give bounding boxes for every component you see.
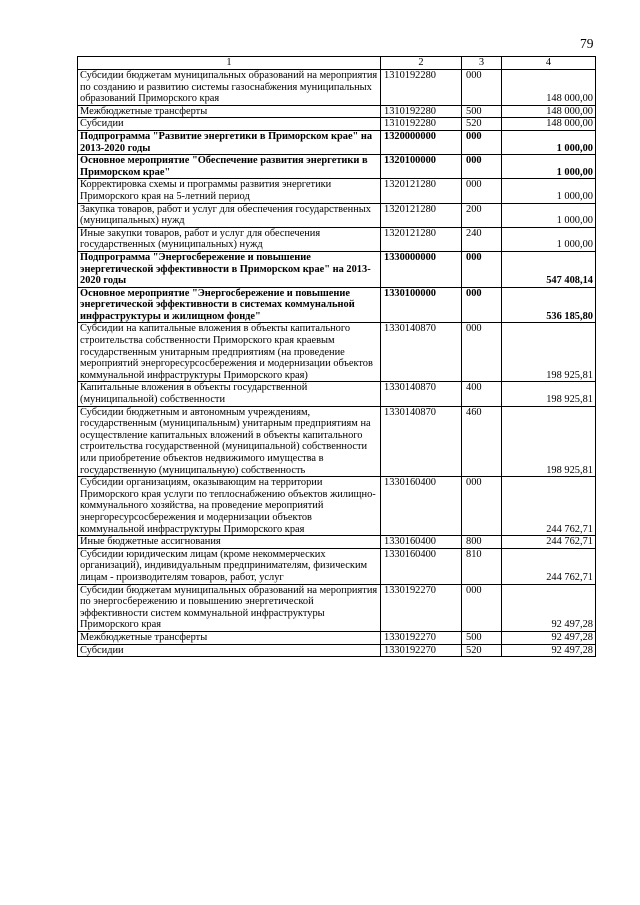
row-expense-type-cell: 500: [462, 631, 502, 644]
row-name-cell: Подпрограмма "Энергосбережение и повышение энергетической эффективности в Приморском крае" на 2013-2020 годы: [78, 251, 381, 287]
row-name-cell: Корректировка схемы и программы развития энергетики Приморского края на 5-летний период: [78, 179, 381, 203]
row-amount-cell: 92 497,28: [502, 631, 596, 644]
row-expense-type-cell: 000: [462, 155, 502, 179]
row-code-cell: 1320121280: [381, 179, 462, 203]
row-amount-cell: 244 762,71: [502, 477, 596, 536]
header-col-4: 4: [502, 57, 596, 70]
row-code-cell: 1320121280: [381, 203, 462, 227]
row-amount-cell: 1 000,00: [502, 130, 596, 154]
row-name-cell: Основное мероприятие "Обеспечение развития энергетики в Приморском крае": [78, 155, 381, 179]
row-amount-cell: 1 000,00: [502, 227, 596, 251]
row-code-cell: 1310192280: [381, 105, 462, 118]
row-name-cell: Межбюджетные трансферты: [78, 631, 381, 644]
table-row: [78, 323, 596, 382]
row-name-cell: Закупка товаров, работ и услуг для обеспечения государственных (муниципальных) нужд: [78, 203, 381, 227]
table-row: [78, 203, 596, 227]
row-name-cell: Субсидии бюджетам муниципальных образований на мероприятия по энергосбережению и повышению энергетической эффективности систем коммунальной инфраструктуры Приморского края: [78, 584, 381, 631]
row-expense-type-cell: 400: [462, 382, 502, 406]
row-code-cell: 1330160400: [381, 536, 462, 549]
table-row: [78, 406, 596, 477]
row-code-cell: 1330192270: [381, 584, 462, 631]
row-expense-type-cell: 500: [462, 105, 502, 118]
row-name-cell: Капитальные вложения в объекты государственной (муниципальной) собственности: [78, 382, 381, 406]
row-code-cell: 1330192270: [381, 644, 462, 657]
table-row: [78, 584, 596, 631]
row-expense-type-cell: 810: [462, 548, 502, 584]
row-expense-type-cell: 000: [462, 584, 502, 631]
table-row: [78, 105, 596, 118]
row-expense-type-cell: 200: [462, 203, 502, 227]
row-code-cell: 1330100000: [381, 287, 462, 323]
row-expense-type-cell: 000: [462, 323, 502, 382]
row-code-cell: 1320000000: [381, 130, 462, 154]
row-code-cell: 1330140870: [381, 382, 462, 406]
row-code-cell: 1320100000: [381, 155, 462, 179]
row-expense-type-cell: 000: [462, 251, 502, 287]
row-amount-cell: 148 000,00: [502, 70, 596, 106]
row-name-cell: Подпрограмма "Развитие энергетики в Приморском крае" на 2013-2020 годы: [78, 130, 381, 154]
row-amount-cell: 1 000,00: [502, 179, 596, 203]
row-expense-type-cell: 800: [462, 536, 502, 549]
row-amount-cell: 536 185,80: [502, 287, 596, 323]
header-col-3: 3: [462, 57, 502, 70]
row-name-cell: Субсидии организациям, оказывающим на территории Приморского края услуги по теплоснабжению объектов жилищно-коммунального хозяйства, на проведение мероприятий энергоресурсосбережения и модернизации объектов коммунальной инфраструктуры Приморского края: [78, 477, 381, 536]
table-row: [78, 548, 596, 584]
row-name-cell: Субсидии: [78, 644, 381, 657]
table-body: [78, 70, 596, 657]
row-amount-cell: 198 925,81: [502, 323, 596, 382]
row-code-cell: 1330140870: [381, 406, 462, 477]
row-expense-type-cell: 240: [462, 227, 502, 251]
row-name-cell: Субсидии юридическим лицам (кроме некоммерческих организаций), индивидуальным предпринимателям, физическим лицам - производителям товаров, работ, услуг: [78, 548, 381, 584]
row-name-cell: Межбюджетные трансферты: [78, 105, 381, 118]
header-col-1: 1: [78, 57, 381, 70]
row-amount-cell: 198 925,81: [502, 382, 596, 406]
table-row: [78, 70, 596, 106]
row-amount-cell: 198 925,81: [502, 406, 596, 477]
table-row: [78, 155, 596, 179]
row-code-cell: 1330192270: [381, 631, 462, 644]
table-row: [78, 251, 596, 287]
table-row: [78, 118, 596, 131]
row-name-cell: Субсидии: [78, 118, 381, 131]
row-expense-type-cell: 000: [462, 477, 502, 536]
row-expense-type-cell: 000: [462, 287, 502, 323]
row-amount-cell: 148 000,00: [502, 118, 596, 131]
row-name-cell: Основное мероприятие "Энергосбережение и повышение энергетической эффективности в системах коммунальной инфраструктуры и жилищном фонде": [78, 287, 381, 323]
row-code-cell: 1320121280: [381, 227, 462, 251]
row-code-cell: 1310192280: [381, 70, 462, 106]
table-row: [78, 477, 596, 536]
table-row: [78, 536, 596, 549]
row-amount-cell: 92 497,28: [502, 644, 596, 657]
row-expense-type-cell: 000: [462, 70, 502, 106]
row-amount-cell: 92 497,28: [502, 584, 596, 631]
row-expense-type-cell: 000: [462, 179, 502, 203]
row-code-cell: 1330000000: [381, 251, 462, 287]
table-header-row: [78, 57, 596, 70]
budget-table: [77, 56, 596, 657]
table-row: [78, 179, 596, 203]
row-expense-type-cell: 520: [462, 644, 502, 657]
row-name-cell: Субсидии на капитальные вложения в объекты капитального строительства собственности Приморского края краевым государственным унитарным предприятиям (на проведение мероприятий энергоресурсосбережения и модернизации объектов коммунальной инфраструктуры Приморского края): [78, 323, 381, 382]
row-name-cell: Субсидии бюджетам муниципальных образований на мероприятия по созданию и развитию системы газоснабжения муниципальных образований Приморского края: [78, 70, 381, 106]
row-code-cell: 1330140870: [381, 323, 462, 382]
row-expense-type-cell: 460: [462, 406, 502, 477]
row-code-cell: 1310192280: [381, 118, 462, 131]
table-row: [78, 631, 596, 644]
row-code-cell: 1330160400: [381, 548, 462, 584]
row-name-cell: Субсидии бюджетным и автономным учреждениям, государственным (муниципальным) унитарным предприятиям на осуществление капитальных вложений в объекты капитального строительства государственной (муниципальной) собственности или приобретение объектов недвижимого имущества в государственную (муниципальную) собственность: [78, 406, 381, 477]
row-amount-cell: 244 762,71: [502, 548, 596, 584]
row-expense-type-cell: 000: [462, 130, 502, 154]
row-amount-cell: 148 000,00: [502, 105, 596, 118]
row-amount-cell: 547 408,14: [502, 251, 596, 287]
row-amount-cell: 1 000,00: [502, 203, 596, 227]
table-row: [78, 130, 596, 154]
row-name-cell: Иные бюджетные ассигнования: [78, 536, 381, 549]
row-expense-type-cell: 520: [462, 118, 502, 131]
row-amount-cell: 244 762,71: [502, 536, 596, 549]
table-row: [78, 382, 596, 406]
row-code-cell: 1330160400: [381, 477, 462, 536]
table-row: [78, 287, 596, 323]
table-row: [78, 227, 596, 251]
table-row: [78, 644, 596, 657]
header-col-2: 2: [381, 57, 462, 70]
row-amount-cell: 1 000,00: [502, 155, 596, 179]
row-name-cell: Иные закупки товаров, работ и услуг для обеспечения государственных (муниципальных) нужд: [78, 227, 381, 251]
page-number: 79: [580, 36, 594, 51]
